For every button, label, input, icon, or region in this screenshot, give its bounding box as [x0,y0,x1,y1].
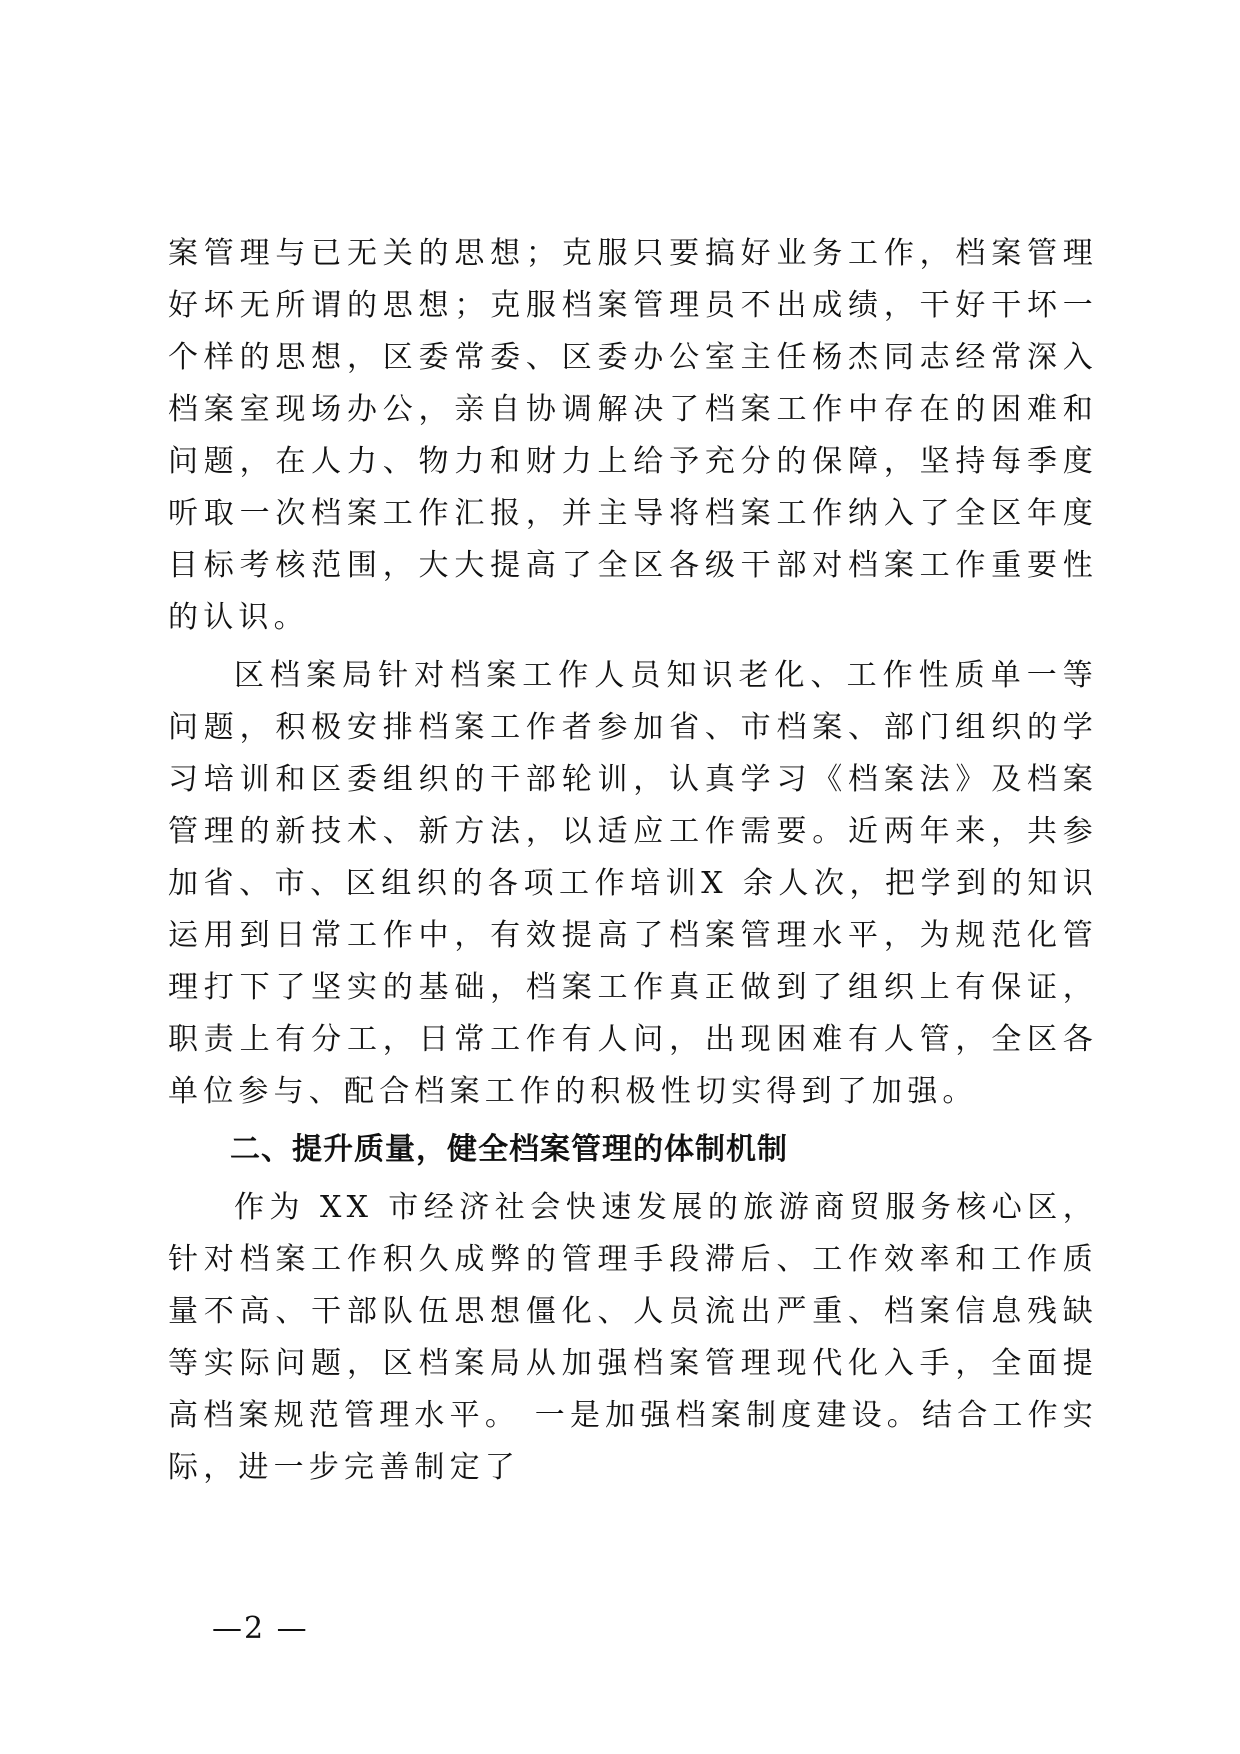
paragraph-training: 区档案局针对档案工作人员知识老化、工作性质单一等问题，积极安排档案工作者参加省、市档案、部门组织的学习培训和区委组织的干部轮训，认真学习《档案法》及档案管理的新技术、新方法，以适应工作需要。近两年来，共参加省、市、区组织的各项工作培训X 余人次，把学到的知识运用到日常工作中，有效提高了档案管理水平，为规范化管理打下了坚实的基础，档案工作真正做到了组织上有保证，职责上有分工，日常工作有人问，出现困难有人管，全区各单位参与、配合档案工作的积极性切实得到了加强。 [168,658,1098,1109]
section-heading: 二、提升质量，健全档案管理的体制机制 [230,1132,788,1167]
paragraph-quality: 作为 XX 市经济社会快速发展的旅游商贸服务核心区，针对档案工作积久成弊的管理手段滞后、工作效率和工作质量不高、干部队伍思想僵化、人员流出严重、档案信息残缺等实际问题，区档案局从加强档案管理现代化入手，全面提高档案规范管理水平。 一是加强档案制度建设。结合工作实际，进一步完善制定了 [168,1190,1098,1485]
document-body [168,228,1098,1494]
paragraph-continued: 案管理与已无关的思想；克服只要搞好业务工作，档案管理好坏无所谓的思想；克服档案管理员不出成绩，干好干坏一个样的思想，区委常委、区委办公室主任杨杰同志经常深入档案室现场办公，亲自协调解决了档案工作中存在的困难和问题，在人力、物力和财力上给予充分的保障，坚持每季度听取一次档案工作汇报，并主导将档案工作纳入了全区年度目标考核范围，大大提高了全区各级干部对档案工作重要性的认识。 [168,236,1098,635]
page-number: —2 — [212,1611,309,1646]
